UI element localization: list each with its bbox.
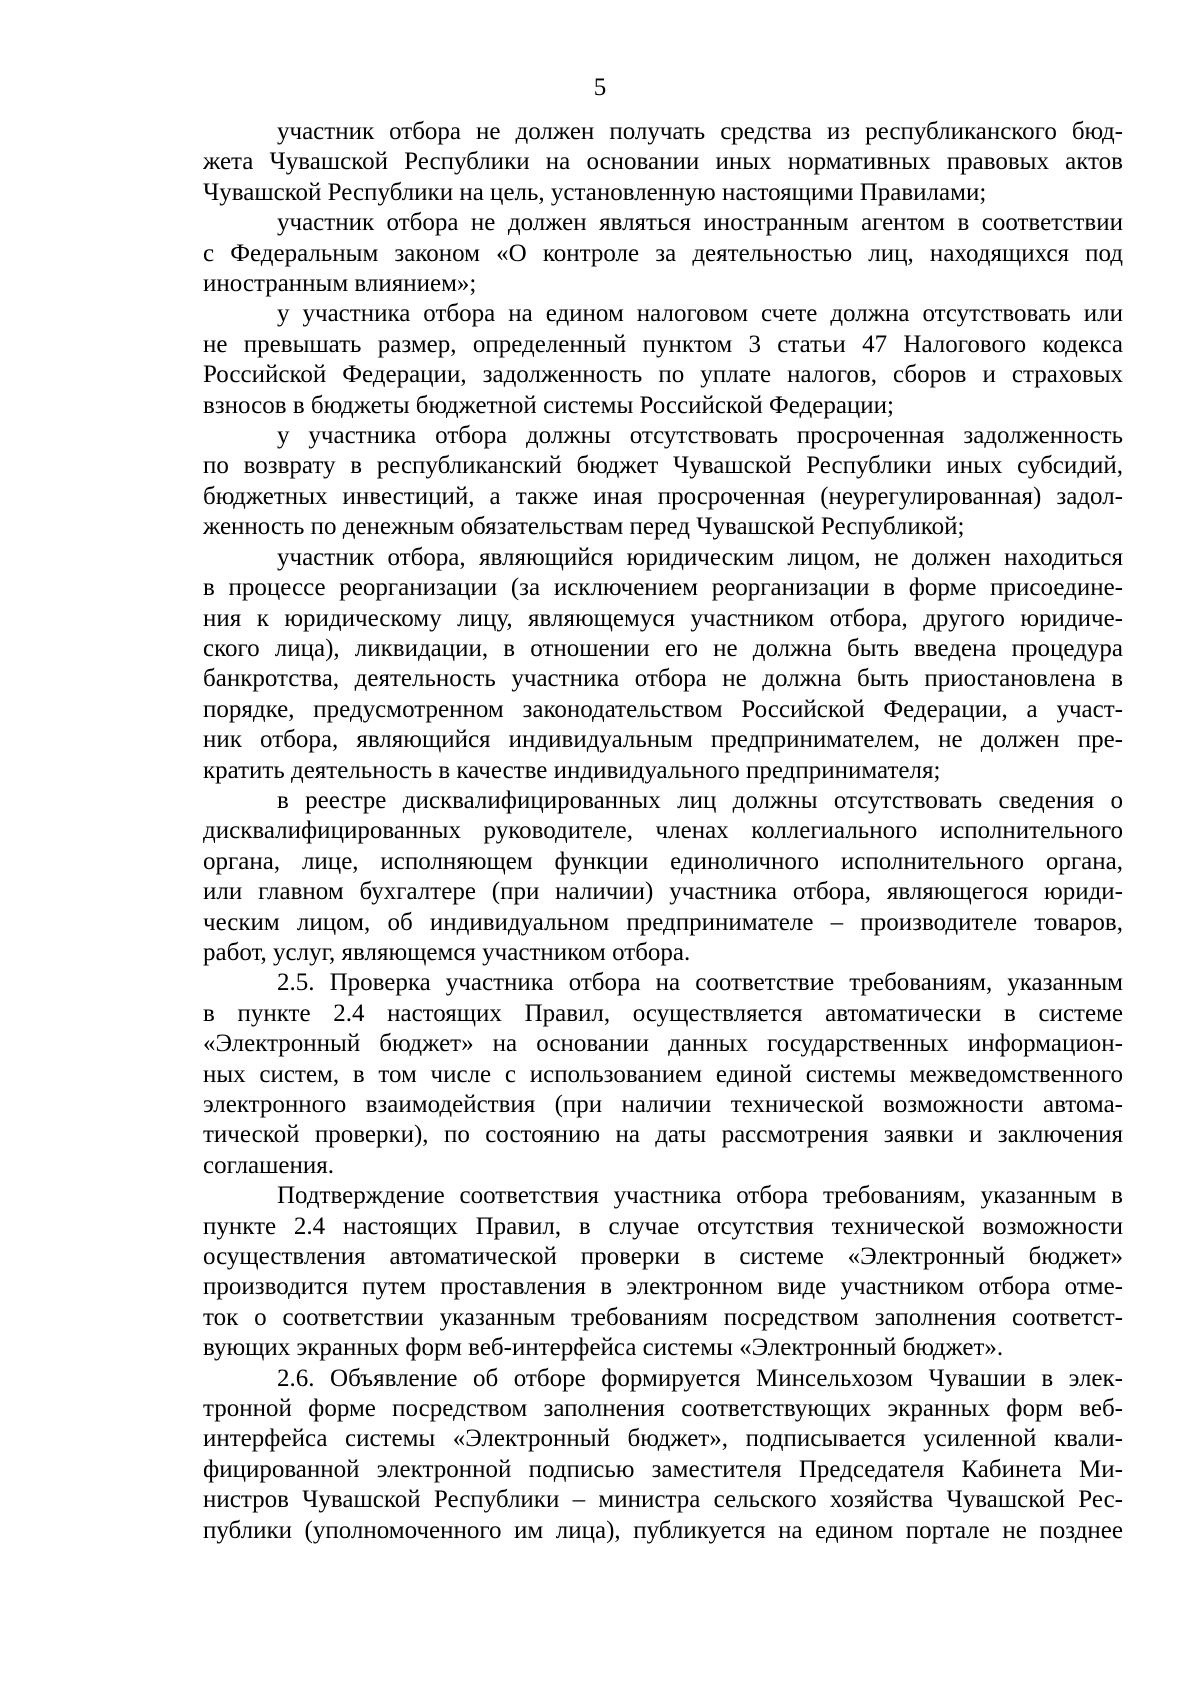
text-line: публики (уполномоченного им лица), публикуется на едином портале не позднее [203,1516,1123,1544]
text-line: Подтверждение соответствия участника отбора требованиям, указанным в [277,1182,1123,1210]
text-line: взносов в бюджеты бюджетной системы Российской Федерации; [203,391,894,419]
paragraph [203,117,1123,208]
text-line: производится путем проставления в электронном виде участником отбора отме- [203,1273,1123,1301]
text-line: Чувашской Республики на цель, установленную настоящими Правилами; [203,178,987,206]
paragraph [203,421,1123,543]
text-line: пункте 2.4 настоящих Правил, в случае отсутствия технической возможности [203,1212,1123,1240]
text-line: интерфейса системы «Электронный бюджет», подписывается усиленной квали- [203,1425,1123,1453]
text-line: порядке, предусмотренном законодательством Российской Федерации, а участ- [203,695,1123,723]
text-line: ник отбора, являющийся индивидуальным предпринимателем, не должен пре- [203,726,1123,754]
text-line: тической проверки), по состоянию на даты рассмотрения заявки и заключения [203,1121,1123,1149]
text-line: банкротства, деятельность участника отбора не должна быть приостановлена в [203,665,1123,693]
text-line: ток о соответствии указанным требованиям посредством заполнения соответст- [203,1303,1123,1331]
text-line: органа, лице, исполняющем функции единоличного исполнительного органа, [203,847,1123,875]
text-line: фицированной электронной подписью заместителя Председателя Кабинета Ми- [203,1455,1123,1483]
text-line: ческим лицом, об индивидуальном предпринимателе – производителе товаров, [203,908,1123,936]
paragraph [203,543,1123,786]
text-line: участник отбора, являющийся юридическим лицом, не должен находиться [277,543,1123,571]
text-line: женность по денежным обязательствам перед Чувашской Республикой; [203,513,965,541]
text-line: ных систем, в том числе с использованием единой системы межведомственного [203,1060,1123,1088]
text-line: у участника отбора должны отсутствовать просроченная задолженность [277,422,1123,450]
text-line: осуществления автоматической проверки в системе «Электронный бюджет» [203,1243,1123,1271]
text-line: или главном бухгалтере (при наличии) участника отбора, являющегося юриди- [203,878,1123,906]
paragraph [203,1364,1123,1546]
text-line: по возврату в республиканский бюджет Чувашской Республики иных субсидий, [203,452,1123,480]
text-line: кратить деятельность в качестве индивидуального предпринимателя; [203,756,941,784]
text-line: ского лица), ликвидации, в отношении его не должна быть введена процедура [203,634,1123,662]
text-line: с Федеральным законом «О контроле за деятельностью лиц, находящихся под [203,239,1123,267]
text-line: в пункте 2.4 настоящих Правил, осуществляется автоматически в системе [203,999,1123,1027]
paragraph [203,299,1123,421]
text-line: иностранным влиянием»; [203,270,477,298]
text-line: «Электронный бюджет» на основании данных государственных информацион- [203,1030,1123,1058]
text-line: соглашения. [203,1151,335,1179]
text-line: электронного взаимодействия (при наличии технической возможности автома- [203,1091,1123,1118]
paragraph [203,208,1123,299]
text-line: в реестре дисквалифицированных лиц должны отсутствовать сведения о [277,786,1123,814]
text-line: 2.6. Объявление об отборе формируется Минсельхозом Чувашии в элек- [277,1364,1123,1392]
text-line: тронной форме посредством заполнения соответствующих экранных форм веб- [203,1395,1123,1423]
paragraph [203,968,1123,1181]
text-line: бюджетных инвестиций, а также иная просроченная (неурегулированная) задол- [203,482,1123,510]
text-line: 2.5. Проверка участника отбора на соответствие требованиям, указанным [277,969,1123,997]
text-line: Российской Федерации, задолженность по уплате налогов, сборов и страховых [203,361,1123,389]
text-line: в процессе реорганизации (за исключением реорганизации в форме присоедине- [203,574,1123,602]
text-line: не превышать размер, определенный пунктом 3 статьи 47 Налогового кодекса [203,330,1123,358]
document-body [203,117,1123,1546]
paragraph [203,1181,1123,1363]
text-line: участник отбора не должен являться иностранным агентом в соответствии [277,209,1123,237]
page-number: 5 [593,74,607,101]
paragraph [203,786,1123,968]
text-line: нистров Чувашской Республики – министра сельского хозяйства Чувашской Рес- [203,1486,1123,1514]
text-line: жета Чувашской Республики на основании иных нормативных правовых актов [203,148,1123,176]
text-line: дисквалифицированных руководителе, членах коллегиального исполнительного [203,817,1123,845]
text-line: вующих экранных форм веб-интерфейса системы «Электронный бюджет». [203,1334,1004,1362]
text-line: работ, услуг, являющемся участником отбора. [203,938,691,966]
text-line: у участника отбора на едином налоговом счете должна отсутствовать или [277,300,1123,328]
text-line: участник отбора не должен получать средства из республиканского бюд- [277,118,1123,145]
text-line: ния к юридическому лицу, являющемуся участником отбора, другого юридиче- [203,604,1123,632]
